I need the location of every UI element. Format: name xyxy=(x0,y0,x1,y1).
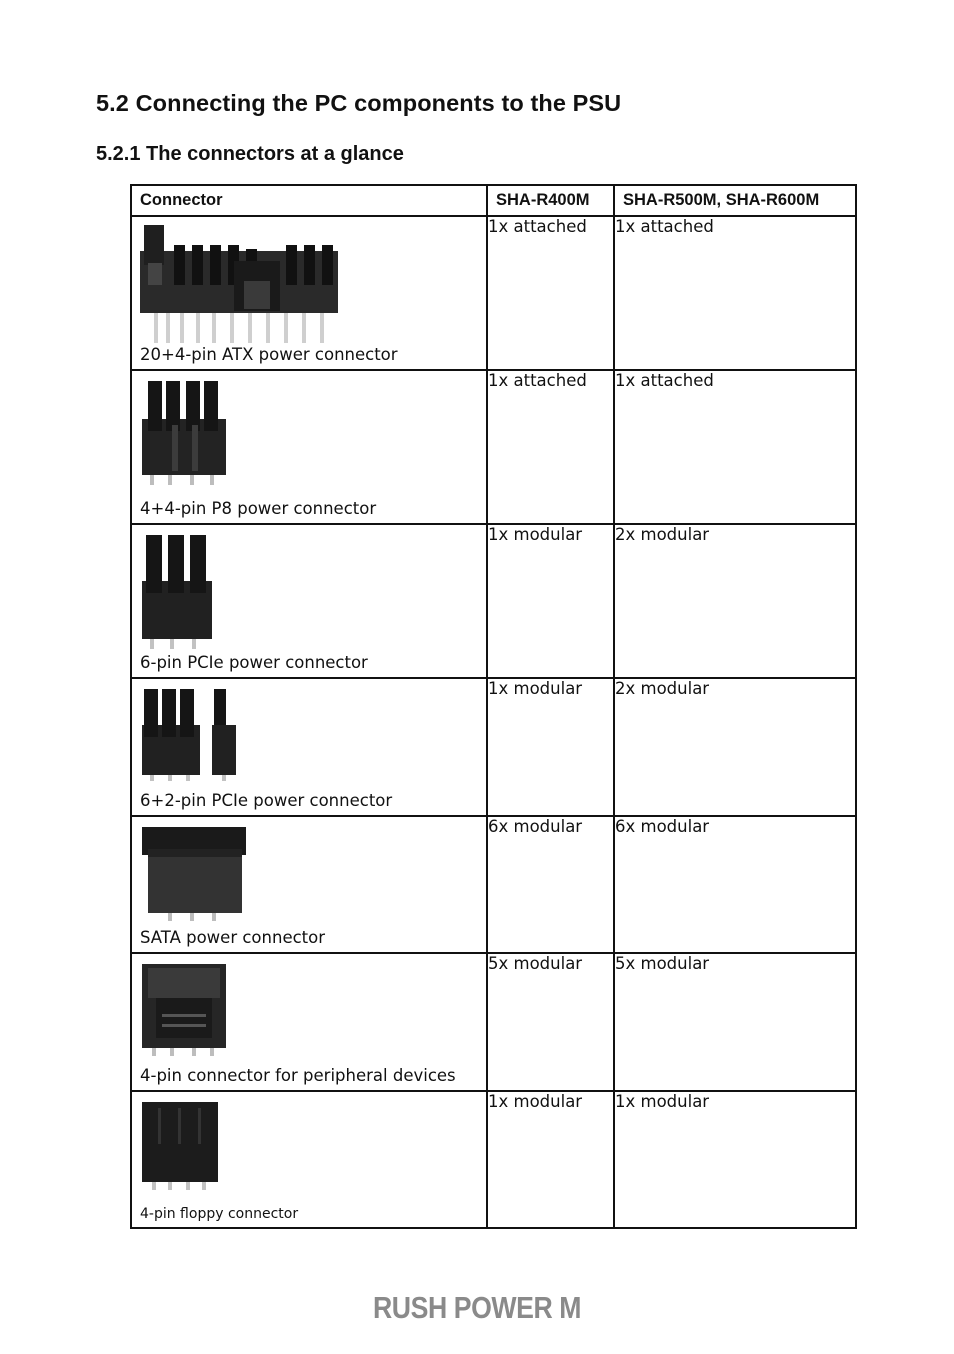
table-row xyxy=(131,370,856,524)
r500m-r600m-value: 2x modular xyxy=(614,524,856,678)
connector-cell xyxy=(131,216,487,370)
pcie-6pin-connector-icon xyxy=(140,533,216,649)
table-row xyxy=(131,953,856,1091)
pcie-6plus2pin-connector-icon xyxy=(140,687,240,781)
header-sha-r500m-r600m: SHA-R500M, SHA-R600M xyxy=(614,185,856,216)
connector-label: SATA power connector xyxy=(140,928,326,947)
r500m-r600m-value: 1x attached xyxy=(614,370,856,524)
r500m-r600m-value: 1x attached xyxy=(614,216,856,370)
connector-table xyxy=(130,184,857,1229)
subsection-heading: 5.2.1 The connectors at a glance xyxy=(96,143,404,165)
p8-8pin-connector-icon xyxy=(140,379,230,485)
r500m-r600m-value: 1x modular xyxy=(614,1091,856,1228)
connector-cell xyxy=(131,953,487,1091)
floppy-connector-icon xyxy=(140,1100,220,1190)
r500m-r600m-value: 6x modular xyxy=(614,816,856,953)
header-connector: Connector xyxy=(131,185,487,216)
connector-label: 20+4-pin ATX power connector xyxy=(140,345,398,364)
connector-label: 4-pin connector for peripheral devices xyxy=(140,1066,456,1085)
r400m-value: 1x modular xyxy=(487,1091,614,1228)
sata-connector-icon xyxy=(140,825,248,921)
table-row xyxy=(131,524,856,678)
r400m-value: 6x modular xyxy=(487,816,614,953)
header-sha-r400m: SHA-R400M xyxy=(487,185,614,216)
r400m-value: 1x modular xyxy=(487,678,614,816)
connector-cell xyxy=(131,524,487,678)
connector-label: 6-pin PCIe power connector xyxy=(140,653,368,672)
table-row xyxy=(131,216,856,370)
table-row xyxy=(131,678,856,816)
connector-label: 6+2-pin PCIe power connector xyxy=(140,791,393,810)
connector-cell xyxy=(131,816,487,953)
atx-24pin-connector-icon xyxy=(140,225,340,343)
r400m-value: 1x attached xyxy=(487,370,614,524)
connector-label: 4-pin floppy connector xyxy=(140,1206,299,1222)
r400m-value: 5x modular xyxy=(487,953,614,1091)
r500m-r600m-value: 5x modular xyxy=(614,953,856,1091)
table-row xyxy=(131,1091,856,1228)
connector-label: 4+4-pin P8 power connector xyxy=(140,499,377,518)
connector-cell xyxy=(131,678,487,816)
connector-cell xyxy=(131,1091,487,1228)
connector-cell xyxy=(131,370,487,524)
r400m-value: 1x attached xyxy=(487,216,614,370)
section-heading: 5.2 Connecting the PC components to the PSU xyxy=(96,90,622,116)
footer-brand: RUSH POWER M xyxy=(372,1290,582,1325)
table-header-row xyxy=(131,185,856,216)
molex-connector-icon xyxy=(140,962,228,1056)
table-row xyxy=(131,816,856,953)
r400m-value: 1x modular xyxy=(487,524,614,678)
r500m-r600m-value: 2x modular xyxy=(614,678,856,816)
